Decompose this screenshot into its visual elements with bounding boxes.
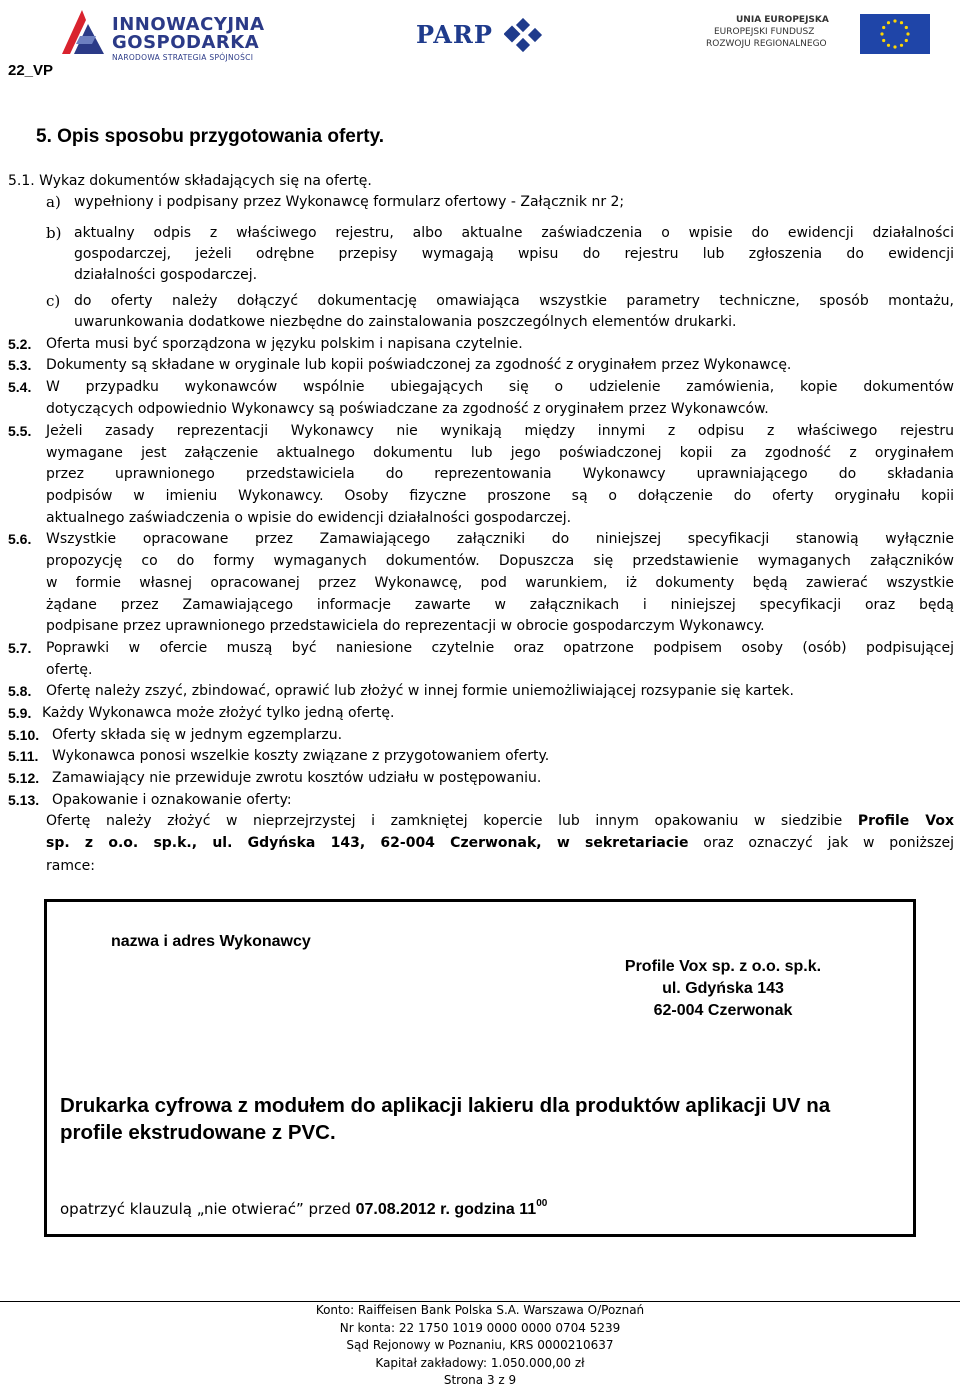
sender-placeholder: nazwa i adres Wykonawcy <box>111 933 311 950</box>
parp-mark-icon <box>504 18 548 54</box>
envelope-label-frame <box>44 899 916 1237</box>
point-text: w formie własnej opracowanej przez Wykonawcę, pod warunkiem, iż dokumenty będą zawierać wszystkie <box>46 575 954 591</box>
eu-flag-icon <box>860 14 930 54</box>
point-text: podpisane przez uprawnionego przedstawiciela do reprezentacji w obrocie gospodarczym Wykonawcy. <box>46 618 765 634</box>
parp-logo-text: PARP <box>416 20 493 49</box>
list-text: aktualny odpis z właściwego rejestru, albo aktualne zaświadczenia o wpisie do ewidencji działalności <box>74 225 954 241</box>
recipient-address <box>567 956 879 1022</box>
recipient-name: Profile Vox sp. z o.o. sp.k. <box>624 958 822 975</box>
point-text: Każdy Wykonawca może złożyć tylko jedną ofertę. <box>42 705 395 721</box>
recipient-street: ul. Gdyńska 143 <box>662 980 784 997</box>
document-code: 22_VP <box>8 62 54 79</box>
point-number: 5.6. <box>8 531 32 547</box>
point-number: 5.11. <box>8 748 39 764</box>
point-number: 5.7. <box>8 640 32 656</box>
section-title: 5. Opis sposobu przygotowania oferty. <box>36 126 385 147</box>
clause-minutes: 00 <box>536 1198 548 1209</box>
ig-title: INNOWACYJNA GOSPODARKA <box>112 14 265 53</box>
point-text: wymagane jest załączenie aktualnego dokumentu lub jego poświadczonej kopii za zgodność z oryginałem <box>46 445 954 461</box>
parp-logo <box>416 14 556 54</box>
eu-logo-line2: EUROPEJSKI FUNDUSZ <box>714 27 815 37</box>
point-text: Oferty składa się w jednym egzemplarzu. <box>52 727 343 743</box>
list-text: gospodarczej, jeżeli odrębne przepisy wymagają wpisu do rejestru lub zgłoszenia do ewidencji <box>74 246 954 262</box>
point-text: W przypadku wykonawców wspólnie ubiegających się o udzielenie zamówienia, kopie dokumentów <box>46 379 954 395</box>
list-text: uwarunkowania dodatkowe niezbędne do zainstalowania poszczególnych elementów drukarki. <box>74 314 737 330</box>
company-name: Profile Vox <box>857 813 955 829</box>
point-number: 5.12. <box>8 770 40 786</box>
list-text: do oferty należy dołączyć dokumentację omawiająca wszystkie parametry techniczne, sposób montażu, <box>74 293 954 309</box>
ig-subtitle: NARODOWA STRATEGIA SPÓJNOŚCI <box>112 53 254 62</box>
eu-logo <box>706 14 932 54</box>
point-text: propozycję co do formy wymaganych dokumentów. Dopuszcza się przedstawienie wymaganych załączników <box>46 553 954 569</box>
instruction-text: oraz oznaczyć jak w poniższej <box>688 835 954 851</box>
point-text: żądane przez Zamawiającego informacje zawarte w załącznikach i niniejszej specyfikacji oraz będą <box>46 597 954 613</box>
point-text: Oferta musi być sporządzona w języku polskim i napisana czytelnie. <box>46 336 523 352</box>
point-number: 5.8. <box>8 683 32 699</box>
point-text: aktualnego zaświadczenia o wpisie do ewidencji działalności gospodarczej. <box>46 510 572 526</box>
footer-account: Nr konta: 22 1750 1019 0000 0000 0704 5239 <box>339 1321 621 1335</box>
page-number: Strona 3 z 9 <box>443 1373 517 1387</box>
point-text: Dokumenty są składane w oryginale lub kopii poświadczonej za zgodność z oryginałem przez Wykonawcę. <box>46 357 792 373</box>
footer-capital: Kapitał zakładowy: 1.050.000,00 zł <box>375 1356 585 1370</box>
eu-logo-line1: UNIA EUROPEJSKA <box>736 15 829 25</box>
point-number: 5.5. <box>8 423 32 439</box>
point-text: Wykonawca ponosi wszelkie koszty związane z przygotowaniem oferty. <box>52 748 550 764</box>
company-address: sp. z o.o. sp.k., ul. Gdyńska 143, 62-004 Czerwonak, w sekretariacie <box>46 835 689 851</box>
point-text: podpisów w imieniu Wykonawcy. Osoby fizyczne proszone są o dołączenie do oferty oryginału kopii <box>46 488 954 504</box>
ig-emblem-icon <box>56 6 108 60</box>
point-number: 5.4. <box>8 379 32 395</box>
offer-subject <box>60 1092 830 1146</box>
clause-text: opatrzyć klauzulą „nie otwierać” przed <box>60 1200 356 1218</box>
list-text: działalności gospodarczej. <box>74 267 258 283</box>
list-letter: b) <box>46 224 62 242</box>
innowacyjna-gospodarka-logo <box>56 6 286 60</box>
offer-subject-line1: Drukarka cyfrowa z modułem do aplikacji lakieru dla produktów aplikacji UV na <box>60 1094 831 1117</box>
do-not-open-clause <box>60 1196 547 1220</box>
point-text: Jeżeli zasady reprezentacji Wykonawcy nie wynikają między innymi z odpisu z właściwego rejestru <box>46 423 954 439</box>
point-text: Poprawki w ofercie muszą być naniesione czytelnie oraz opatrzone podpisem osoby (osób) podpisującej <box>46 640 954 656</box>
point-number: 5.9. <box>8 705 32 721</box>
point-text: Ofertę należy zszyć, zbindować, oprawić lub złożyć w innej formie uniemożliwiającej rozsypanie się kartek. <box>46 683 794 699</box>
recipient-city: 62-004 Czerwonak <box>653 1002 793 1019</box>
point-text: dotyczących odpowiednio Wykonawcy są poświadczane za zgodność z oryginałem przez Wykonawców. <box>46 401 769 417</box>
clause-date: 07.08.2012 r. godzina 11 <box>355 1201 537 1218</box>
footer-court: Sąd Rejonowy w Poznaniu, KRS 0000210637 <box>346 1338 614 1352</box>
point-text: Opakowanie i oznakowanie oferty: <box>52 792 292 808</box>
point-number: 5.10. <box>8 727 40 743</box>
list-text: wypełniony i podpisany przez Wykonawcę formularz ofertowy - Załącznik nr 2; <box>74 194 625 210</box>
envelope-instruction-line2 <box>46 834 954 852</box>
instruction-text: Ofertę należy złożyć w nieprzejrzystej i zamkniętej kopercie lub innym opakowaniu w siedzibie <box>46 813 858 829</box>
footer-bank: Konto: Raiffeisen Bank Polska S.A. Warszawa O/Poznań <box>315 1303 645 1317</box>
point-text: przez uprawnionego przedstawiciela do reprezentowania Wykonawcy uprawniającego do składania <box>46 466 954 482</box>
point-number: 5.13. <box>8 792 40 808</box>
point-number: 5.3. <box>8 357 32 373</box>
point-text: Wszystkie opracowane przez Zamawiającego załączniki do niniejszej specyfikacji stanowią wyłącznie <box>46 531 954 547</box>
point-text: Zamawiający nie przewiduje zwrotu kosztów udziału w postępowaniu. <box>52 770 542 786</box>
eu-logo-line3: ROZWOJU REGIONALNEGO <box>706 39 827 49</box>
envelope-instruction-line1 <box>46 812 954 830</box>
point-number: 5.2. <box>8 336 32 352</box>
subsection-title: 5.1. Wykaz dokumentów składających się na ofertę. <box>8 173 372 189</box>
point-text: ofertę. <box>46 662 93 678</box>
list-letter: a) <box>46 193 61 211</box>
list-letter: c) <box>46 292 61 310</box>
instruction-text: ramce: <box>46 858 95 874</box>
offer-subject-line2: profile ekstrudowane z PVC. <box>60 1121 336 1144</box>
